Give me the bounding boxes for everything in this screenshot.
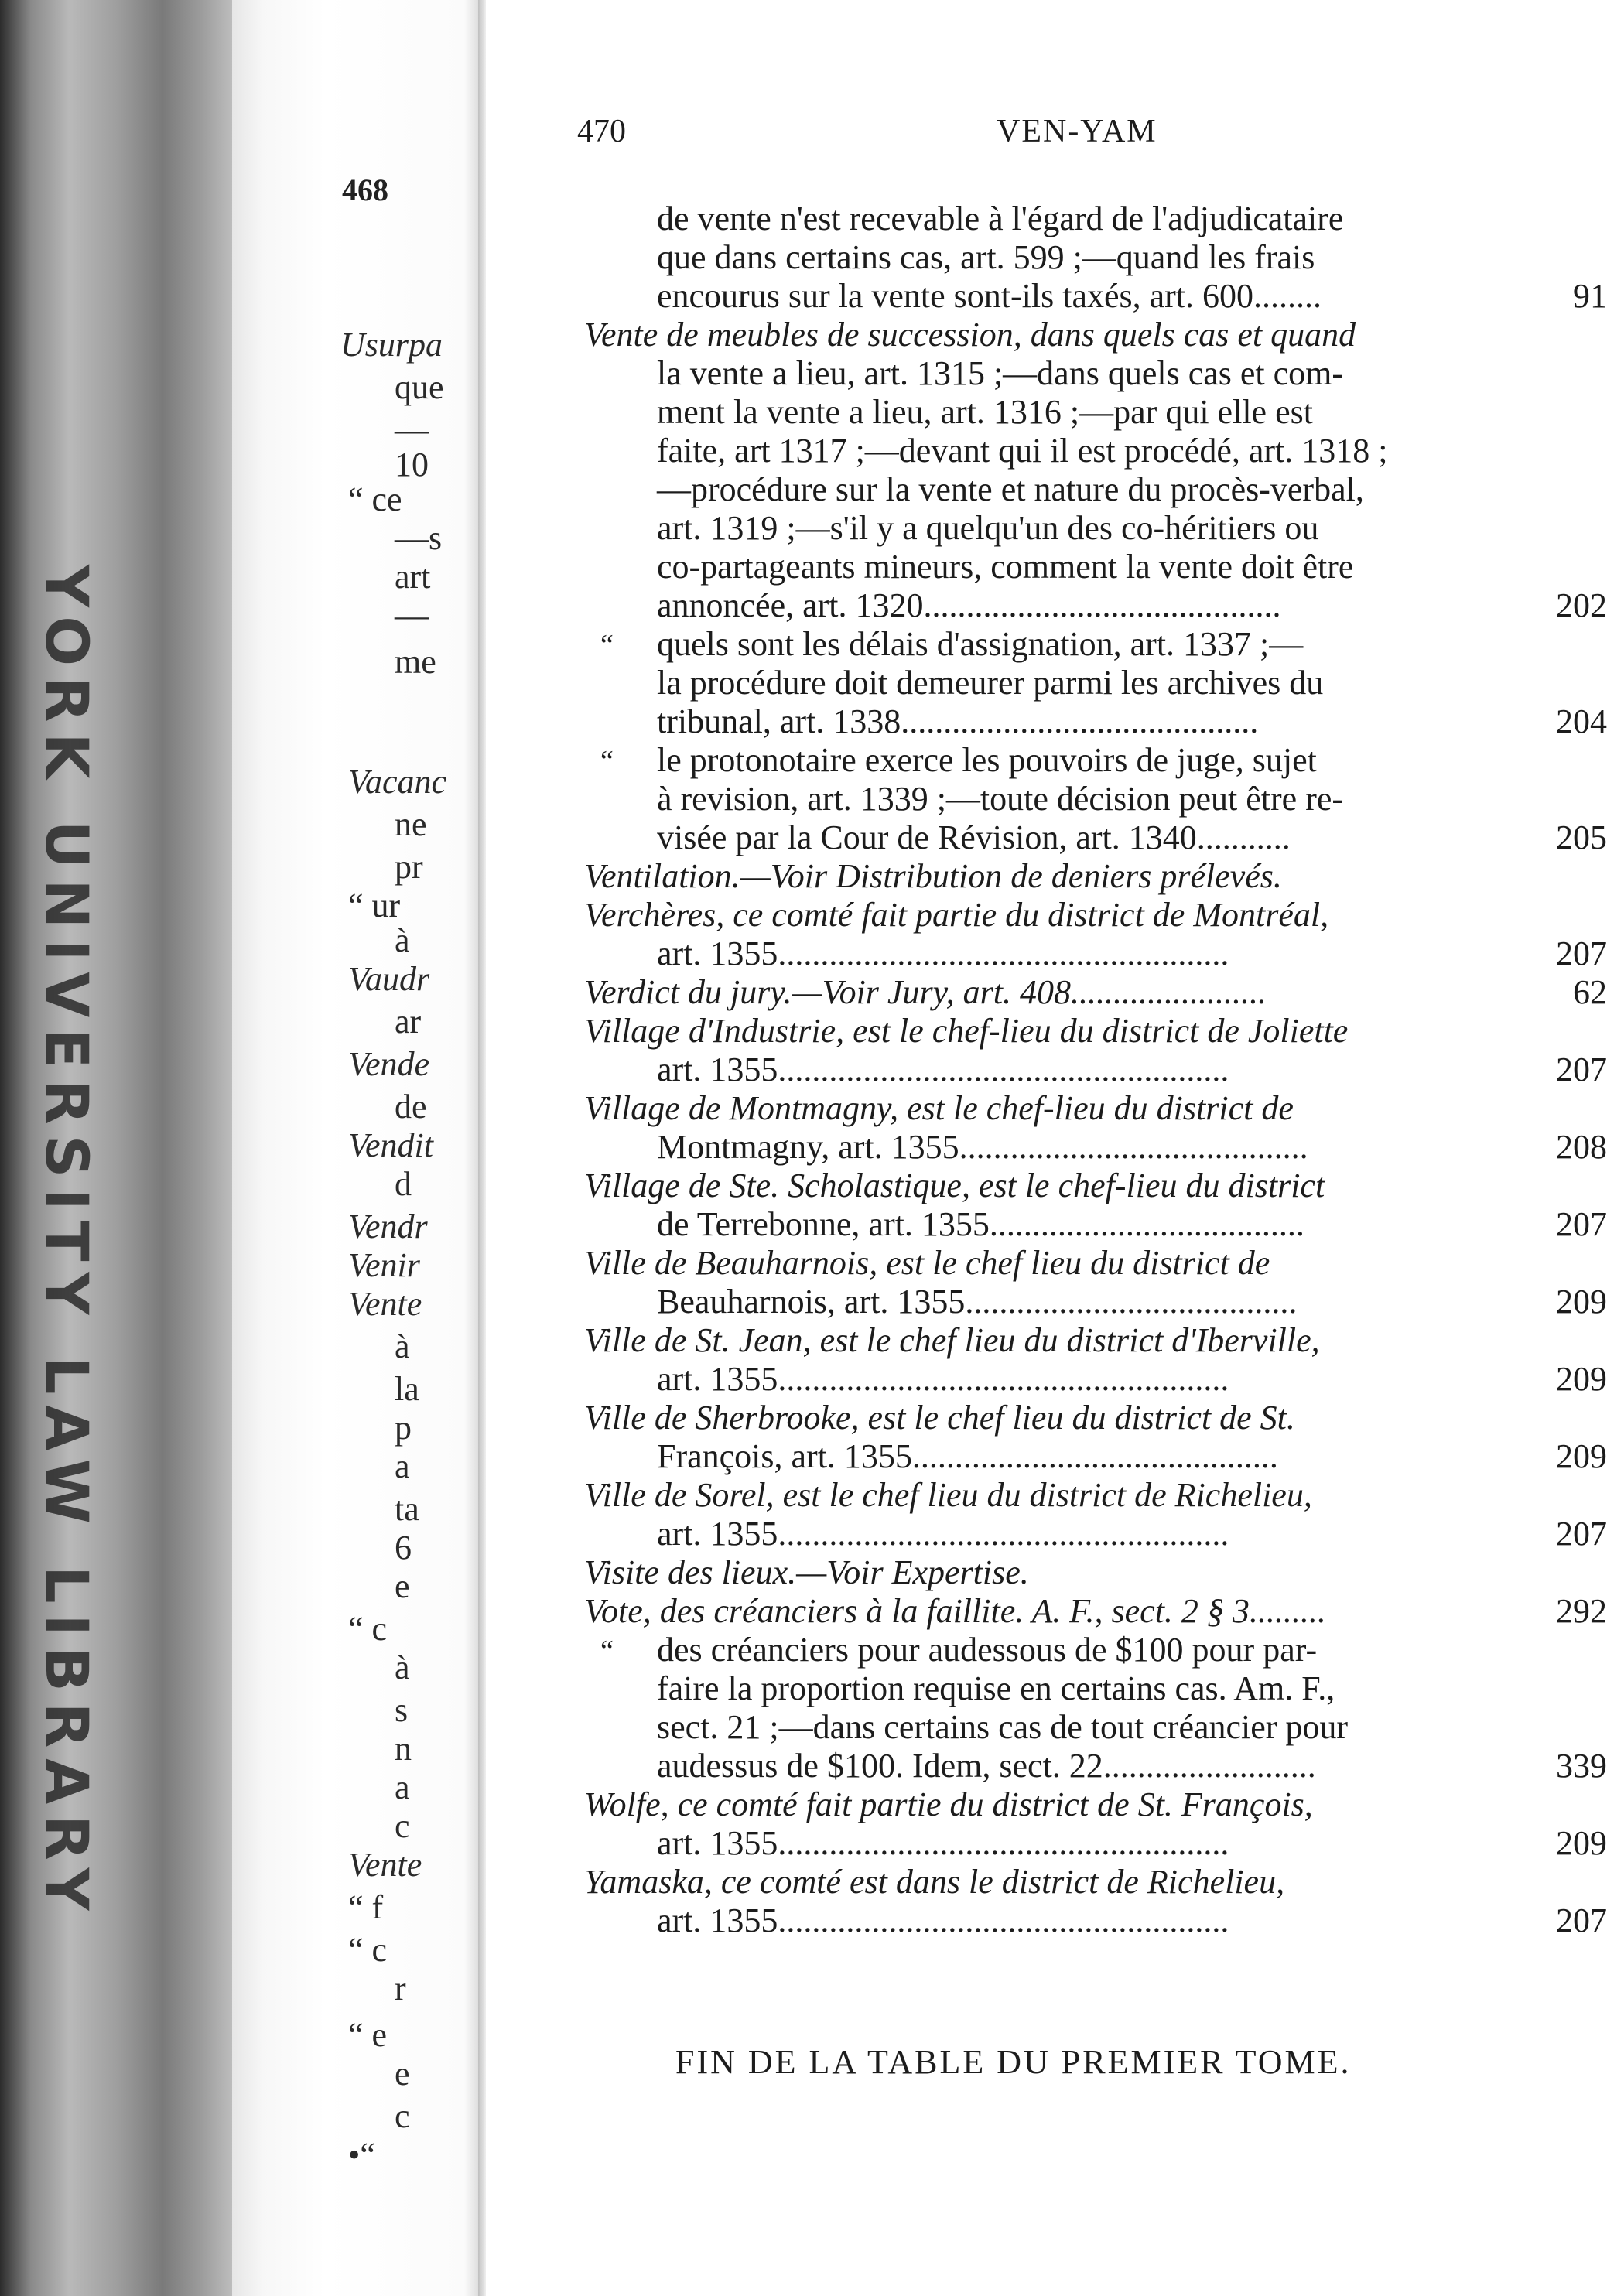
index-line: Beauharnois, art. 1355.......................................	[657, 1283, 1298, 1321]
index-line: art. 1319 ;—s'il y a quelqu'un des co-héritiers ou	[657, 509, 1319, 547]
index-line: à revision, art. 1339 ;—toute décision peut être re-	[657, 780, 1344, 818]
previous-page-text-fragment: Vende	[348, 1045, 430, 1083]
previous-page-text-fragment: Vente	[348, 1285, 422, 1323]
index-line: audessus de $100. Idem, sect. 22.........................	[657, 1747, 1316, 1785]
entry-line: Wolfe, ce comté fait partie du district de St. François,	[584, 1785, 1313, 1823]
index-line: Montmagny, art. 1355.........................................	[657, 1128, 1308, 1166]
index-entry-head	[584, 1592, 1326, 1631]
previous-page-text-fragment: c	[395, 2097, 410, 2135]
page-number: 470	[577, 114, 626, 149]
page-ref: 208	[1556, 1128, 1607, 1166]
index-line: le protonotaire exerce les pouvoirs de juge, sujet	[657, 741, 1317, 779]
previous-page-text-fragment: —	[395, 411, 429, 449]
previous-page-text-fragment: me	[395, 643, 436, 681]
entry-line: Ville de Sherbrooke, est le chef lieu du district de St.	[584, 1399, 1295, 1437]
previous-page-text-fragment: “ ce	[348, 480, 402, 518]
index-entry-head	[584, 1476, 1312, 1515]
previous-page-text-fragment: d	[395, 1165, 412, 1203]
previous-page-text-fragment: à	[395, 921, 410, 959]
page-ref: 207	[1556, 1205, 1607, 1243]
index-line: de Terrebonne, art. 1355.....................................	[657, 1205, 1304, 1243]
index-entry-head	[584, 1785, 1313, 1824]
page-ref: 62	[1573, 973, 1607, 1011]
index-entry-head	[584, 1553, 1029, 1592]
page-ref: 202	[1556, 586, 1607, 624]
previous-page-text-fragment: r	[395, 1970, 406, 2007]
index-entry-head	[584, 1089, 1294, 1128]
index-line: la vente a lieu, art. 1315 ;—dans quels cas et com-	[657, 354, 1344, 392]
page-ref: 205	[1556, 818, 1607, 856]
page-ref: 207	[1556, 1901, 1607, 1939]
index-entry-head	[584, 896, 1328, 934]
previous-page-text-fragment: s	[395, 1691, 409, 1729]
previous-page-text-fragment: Vaudr	[348, 960, 430, 998]
page-ref: 209	[1556, 1437, 1607, 1475]
previous-page-text-fragment: —	[395, 596, 429, 634]
previous-page-text-fragment: Vendit	[348, 1126, 433, 1164]
index-line: des créanciers pour audessous de $100 pour par-	[657, 1631, 1318, 1669]
index-page	[486, 0, 1607, 2296]
index-line: art. 1355.....................................................	[657, 1360, 1229, 1398]
page-ref: 207	[1556, 1515, 1607, 1553]
index-line: co-partageants mineurs, comment la vente doit être	[657, 548, 1354, 586]
entry-line: Verchères, ce comté fait partie du district de Montréal,	[584, 896, 1329, 934]
page-ref: 339	[1556, 1747, 1607, 1785]
ditto-mark: “	[600, 745, 614, 777]
previous-page-number: 468	[342, 173, 388, 207]
index-entry-head	[584, 1012, 1348, 1051]
index-line: art. 1355.....................................................	[657, 1051, 1229, 1088]
index-line: encourus sur la vente sont-ils taxés, art. 600........	[657, 277, 1322, 315]
previous-page-text-fragment: •“	[348, 2136, 375, 2174]
index-line: que dans certains cas, art. 599 ;—quand les frais	[657, 238, 1315, 276]
previous-page-text-fragment: “ e	[348, 2016, 388, 2054]
ditto-mark: “	[600, 629, 614, 661]
previous-page-text-fragment: e	[395, 2055, 410, 2093]
index-line: annoncée, art. 1320..........................................	[657, 586, 1281, 624]
previous-page-text-fragment: p	[395, 1409, 412, 1447]
index-line: faire la proportion requise en certains cas. Am. F.,	[657, 1669, 1335, 1707]
page-ref: 91	[1573, 277, 1607, 315]
entry-line: Village de Montmagny, est le chef-lieu du district de	[584, 1089, 1294, 1127]
previous-page-edge	[232, 0, 481, 2296]
previous-page-text-fragment: “ c	[348, 1610, 388, 1648]
index-entry-head	[584, 1321, 1320, 1360]
previous-page-text-fragment: à	[395, 1649, 410, 1686]
index-entry-head	[584, 316, 1356, 354]
previous-page-text-fragment: e	[395, 1567, 410, 1605]
previous-page-text-fragment: “ ur	[348, 887, 401, 924]
page-ref: 292	[1556, 1592, 1607, 1630]
previous-page-text-fragment: Vendr	[348, 1208, 428, 1245]
previous-page-text-fragment: ar	[395, 1003, 422, 1040]
page-ref: 204	[1556, 702, 1607, 740]
index-line: la procédure doit demeurer parmi les archives du	[657, 664, 1324, 702]
entry-line: Visite des lieux.—Voir Expertise.	[584, 1553, 1029, 1591]
previous-page-text-fragment: Vente	[348, 1846, 422, 1884]
book-spine	[0, 0, 232, 2296]
index-line: art. 1355.....................................................	[657, 1824, 1229, 1862]
previous-page-text-fragment: Usurpa	[340, 326, 443, 364]
previous-page-text-fragment: “ c	[348, 1931, 388, 1969]
index-line: ment la vente a lieu, art. 1316 ;—par qui elle est	[657, 393, 1313, 431]
previous-page-text-fragment: Vacanc	[348, 763, 447, 801]
previous-page-text-fragment: 10	[395, 446, 429, 483]
previous-page-text-fragment: que	[395, 368, 444, 406]
page-ref: 209	[1556, 1824, 1607, 1862]
previous-page-text-fragment: de	[395, 1088, 427, 1126]
ditto-mark: “	[600, 1635, 614, 1667]
previous-page-text-fragment: a	[395, 1447, 410, 1485]
entry-line: Ventilation.—Voir Distribution de deniers prélevés.	[584, 857, 1282, 895]
previous-page-text-fragment: pr	[395, 848, 423, 886]
previous-page-text-fragment: ne	[395, 805, 427, 843]
previous-page-text-fragment: “ f	[348, 1888, 384, 1926]
index-line: tribunal, art. 1338..........................................	[657, 702, 1259, 740]
index-line: art. 1355.....................................................	[657, 1901, 1229, 1939]
index-entry-head	[584, 857, 1282, 896]
index-line: art. 1355.....................................................	[657, 1515, 1229, 1553]
previous-page-text-fragment: c	[395, 1807, 410, 1845]
entry-line: Yamaska, ce comté est dans le district de Richelieu,	[584, 1863, 1285, 1901]
page-ref: 209	[1556, 1360, 1607, 1398]
running-head: VEN-YAM	[997, 114, 1157, 149]
index-line: François, art. 1355...........................................	[657, 1437, 1278, 1475]
entry-line: Vote, des créanciers à la faillite. A. F., sect. 2 § 3.........	[584, 1592, 1326, 1630]
index-line: —procédure sur la vente et nature du procès-verbal,	[657, 470, 1364, 508]
entry-line: Ville de Beauharnois, est le chef lieu du district de	[584, 1244, 1270, 1282]
index-line: faite, art 1317 ;—devant qui il est procédé, art. 1318 ;	[657, 432, 1388, 470]
index-line: de vente n'est recevable à l'égard de l'adjudicataire	[657, 200, 1344, 237]
index-entry-head	[584, 1399, 1295, 1437]
previous-page-text-fragment: art	[395, 558, 431, 596]
entry-line: Village de Ste. Scholastique, est le chef-lieu du district	[584, 1167, 1325, 1204]
index-line: visée par la Cour de Révision, art. 1340...........	[657, 818, 1291, 856]
index-line: sect. 21 ;—dans certains cas de tout créancier pour	[657, 1708, 1349, 1746]
entry-line: Vente de meubles de succession, dans quels cas et quand	[584, 316, 1356, 354]
entry-line: Ville de Sorel, est le chef lieu du district de Richelieu,	[584, 1476, 1312, 1514]
previous-page-text-fragment: 6	[395, 1529, 412, 1567]
page-ref: 209	[1556, 1283, 1607, 1321]
end-note: FIN DE LA TABLE DU PREMIER TOME.	[675, 2043, 1352, 2081]
index-entry-head	[584, 973, 1267, 1012]
page-fold	[478, 0, 486, 2296]
previous-page-text-fragment: —s	[395, 519, 443, 557]
entry-line: Verdict du jury.—Voir Jury, art. 408.......................	[584, 973, 1267, 1011]
previous-page-text-fragment: n	[395, 1730, 412, 1768]
index-line: quels sont les délais d'assignation, art. 1337 ;—	[657, 625, 1304, 663]
library-stamp: YORK UNIVERSITY LAW LIBRARY	[32, 565, 101, 1922]
previous-page-text-fragment: a	[395, 1768, 410, 1806]
index-line: art. 1355.....................................................	[657, 934, 1229, 972]
entry-line: Village d'Industrie, est le chef-lieu du district de Joliette	[584, 1012, 1349, 1050]
previous-page-text-fragment: à	[395, 1327, 410, 1365]
page-ref: 207	[1556, 934, 1607, 972]
index-entry-head	[584, 1167, 1325, 1205]
previous-page-text-fragment: la	[395, 1370, 419, 1408]
index-entry-head	[584, 1244, 1270, 1283]
previous-page-text-fragment: Venir	[348, 1246, 420, 1284]
entry-line: Ville de St. Jean, est le chef lieu du district d'Iberville,	[584, 1321, 1320, 1359]
page-ref: 207	[1556, 1051, 1607, 1088]
index-entry-head	[584, 1863, 1284, 1901]
previous-page-text-fragment: ta	[395, 1490, 419, 1528]
